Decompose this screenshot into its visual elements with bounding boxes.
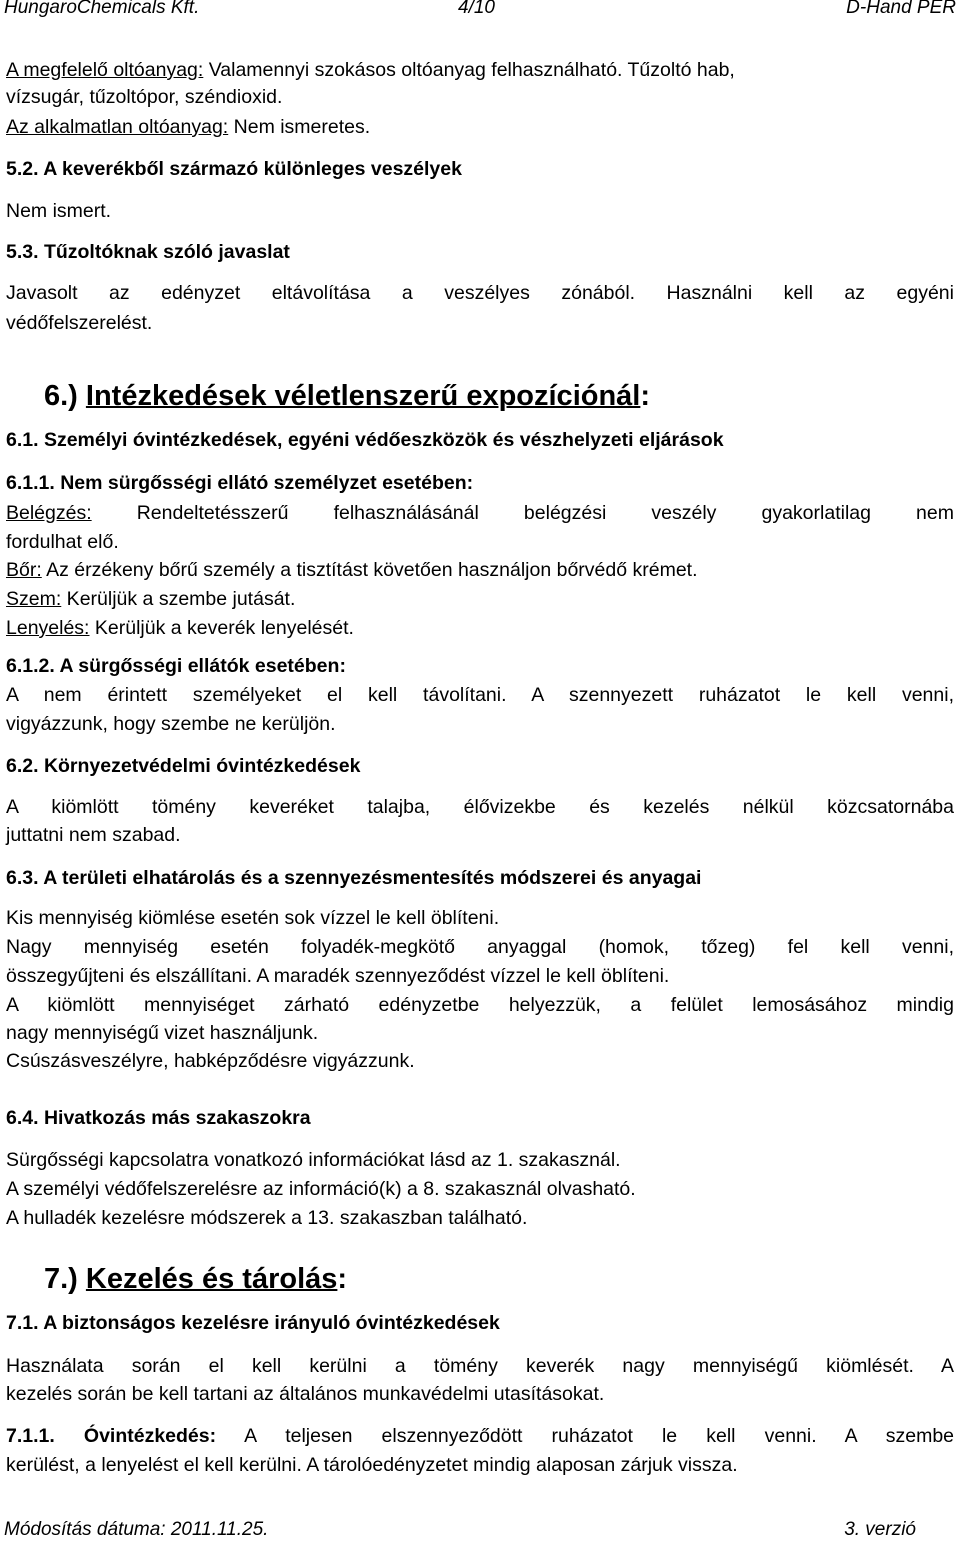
extinguishing-agent-line (6, 58, 954, 82)
heading-6-1-1: 6.1.1. Nem sürgősségi ellátó személyzet esetében: (6, 472, 474, 494)
footer-version: 3. verzió (844, 1519, 916, 1540)
heading-6-4: 6.4. Hivatkozás más szakaszokra (6, 1107, 311, 1129)
ingestion-label: Lenyelés: (6, 617, 90, 639)
eye-line (6, 587, 954, 611)
footer-revision-date: Módosítás dátuma: 2011.11.25. (4, 1519, 269, 1540)
text-6-2-line2: juttatni nem szabad. (6, 824, 181, 846)
text-5-2: Nem ismert. (6, 200, 112, 222)
heading-6-1-2: 6.1.2. A sürgősségi ellátók esetében: (6, 655, 346, 677)
text-6-4-line1: Sürgősségi kapcsolatra vonatkozó információkat lásd az 1. szakasznál. (6, 1149, 621, 1171)
text-6-1-2-line2: vigyázzunk, hogy szembe ne kerüljön. (6, 713, 336, 735)
heading-5-2: 5.2. A keverékből származó különleges veszélyek (6, 158, 462, 180)
text-6-4-line3: A hulladék kezelésre módszerek a 13. szakaszban található. (6, 1207, 528, 1229)
ingestion-line (6, 616, 954, 640)
header-product: D-Hand PER (846, 0, 956, 18)
text-6-1-2-line1: A nem érintett személyeket el kell távolítani. A szennyezett ruházatot le kell venni, (6, 684, 954, 706)
section-7-title: Kezelés és tárolás (85, 1263, 338, 1295)
unsuitable-agent-label: Az alkalmatlan oltóanyag: (6, 116, 229, 138)
extinguishing-agent-text: Valamennyi szokásos oltóanyag felhasználható. Tűzoltó hab, (203, 59, 735, 81)
skin-label: Bőr: (6, 559, 42, 581)
text-6-2-line1: A kiömlött tömény keveréket talajba, élővizekbe és kezelés nélkül közcsatornába (6, 796, 954, 818)
inhalation-text-cont: fordulhat elő. (6, 531, 119, 553)
precaution-7-1-1-line (6, 1424, 954, 1448)
header-page-number: 4/10 (458, 0, 495, 18)
section-7-heading (44, 1262, 954, 1296)
text-7-1-line1: Használata során el kell kerülni a tömény keverék nagy mennyiségű kiömlését. A (6, 1355, 954, 1377)
unsuitable-agent-text: Nem ismeretes. (228, 116, 371, 138)
section-7-number: 7.) (44, 1263, 78, 1295)
ingestion-text: Kerüljük a keverék lenyelését. (89, 617, 354, 639)
inhalation-text: Rendeltetésszerű felhasználásánál belégzési veszély gyakorlatilag nem (91, 502, 954, 524)
inhalation-line (6, 501, 954, 525)
heading-6-3: 6.3. A területi elhatárolás és a szennyezésmentesítés módszerei és anyagai (6, 867, 702, 889)
inhalation-label: Belégzés: (6, 502, 92, 524)
text-7-1-line2: kezelés során be kell tartani az általános munkavédelmi utasításokat. (6, 1383, 605, 1405)
heading-7-1: 7.1. A biztonságos kezelésre irányuló óvintézkedések (6, 1312, 500, 1334)
text-5-3-line2: védőfelszerelést. (6, 312, 153, 334)
section-6-title: Intézkedések véletlenszerű expozíciónál (85, 380, 641, 412)
section-6-number: 6.) (44, 380, 78, 412)
unsuitable-agent-line (6, 115, 954, 139)
extinguishing-agent-label: A megfelelő oltóanyag: (6, 59, 204, 81)
text-5-3-line1: Javasolt az edényzet eltávolítása a veszélyes zónából. Használni kell az egyéni (6, 282, 954, 304)
precaution-7-1-1-text-cont: kerülést, a lenyelést el kell kerülni. A tárolóedényzetet mindig alaposan zárjuk vissza. (6, 1454, 738, 1476)
text-6-3-line5: nagy mennyiségű vizet használjunk. (6, 1022, 319, 1044)
text-6-3-line1: Kis mennyiség kiömlése esetén sok vízzel le kell öblíteni. (6, 907, 500, 929)
skin-line (6, 558, 954, 582)
text-6-3-line3: összegyűjteni és elszállítani. A maradék szennyeződést vízzel le kell öblíteni. (6, 965, 670, 987)
extinguishing-agent-text-cont: vízsugár, tűzoltópor, széndioxid. (6, 86, 283, 108)
heading-6-2: 6.2. Környezetvédelmi óvintézkedések (6, 755, 361, 777)
precaution-7-1-1-text: A teljesen elszennyeződött ruházatot le kell venni. A szembe (216, 1425, 955, 1447)
eye-text: Kerüljük a szembe jutását. (61, 588, 296, 610)
section-6-heading (44, 379, 954, 413)
skin-text: Az érzékeny bőrű személy a tisztítást követően használjon bőrvédő krémet. (41, 559, 698, 581)
text-6-3-line4: A kiömlött mennyiséget zárható edényzetbe helyezzük, a felület lemosásához mindig (6, 994, 954, 1016)
section-6-colon: : (640, 380, 651, 412)
precaution-7-1-1-label: 7.1.1. Óvintézkedés: (6, 1425, 217, 1447)
text-6-3-line6: Csúszásveszélyre, habképződésre vigyázzunk. (6, 1050, 415, 1072)
heading-5-3: 5.3. Tűzoltóknak szóló javaslat (6, 241, 290, 263)
heading-6-1: 6.1. Személyi óvintézkedések, egyéni védőeszközök és vészhelyzeti eljárások (6, 429, 724, 451)
header-company: HungaroChemicals Kft. (4, 0, 200, 18)
eye-label: Szem: (6, 588, 62, 610)
text-6-3-line2: Nagy mennyiség esetén folyadék-megkötő anyaggal (homok, tőzeg) fel kell venni, (6, 936, 954, 958)
text-6-4-line2: A személyi védőfelszerelésre az információ(k) a 8. szakasznál olvasható. (6, 1178, 636, 1200)
section-7-colon: : (337, 1263, 348, 1295)
